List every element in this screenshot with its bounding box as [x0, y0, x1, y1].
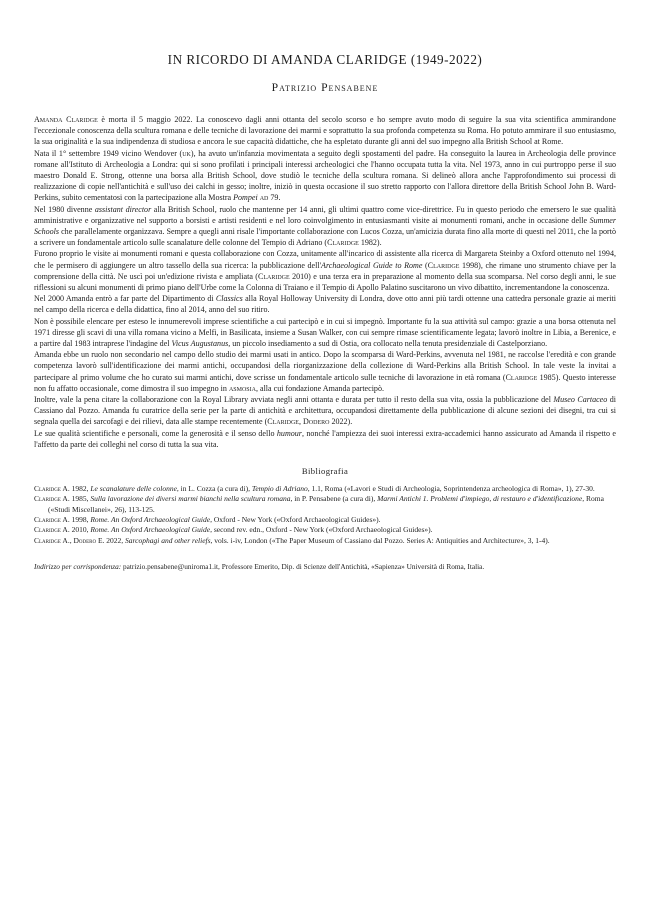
author-name: Patrizio Pensabene [271, 81, 379, 94]
article-title: IN RICORDO DI AMANDA CLARIDGE (1949-2022) [167, 52, 483, 67]
address-label: Indirizzo per corrispondenza: [34, 561, 122, 571]
paragraph: Furono proprio le visite ai monumenti romani e questa collaborazione con Cozza, unitamente all'incarico di assistente alla ricerca di Margareta Steinby a Oxford ottenuto nel 1994, che le permisero di aggiungere un altro tassello della sua ricerca: la pubblicazione dell'Archaeological Guide to Rome (Claridge 1998), che rimane uno strumento chiave per la comprensione della città. Ne uscì poi un'edizione rivista e ampliata (Claridge 2010) e una terza era in preparazione al momento della sua scomparsa. Nel corso degli anni, le sue riflessioni su alcuni monumenti di primo piano dell'Urbe come la Colonna di Traiano e il Tempio di Apollo Palatino suscitarono un vivo dibattito, incrementandone la conoscenza. [34, 249, 616, 293]
paragraph: Inoltre, vale la pena citare la collaborazione con la Royal Library avviata negli anni ottanta e durata per tutto il resto della sua vita, ossia la pubblicazione del Museo Cartaceo di Cassiano dal Pozzo. Amanda fu curatrice della serie per la parte di antichità e architettura, occupandosi direttamente della pubblicazione di alcune sezioni dei disegni, tra cui si segnala quella dei sarcofagi e dei rilievi, data alle stampe recentemente (Claridge, Dodero 2022). [34, 395, 616, 427]
paragraph: Nel 1980 divenne assistant director alla British School, ruolo che mantenne per 14 anni, gli ultimi quattro come vice-direttrice. Fu in questo periodo che emersero le sue qualità amministrative e organizzative nel supporto a borsisti e artisti residenti e nel loro coinvolgimento in entusiasmanti visite ai monumenti romani, anche in occasione delle Summer Schools che parallelamente organizzava. Sempre a quegli anni risale l'importante collaborazione con Lucos Cozza, un'amicizia durata fino alla morte di questi nel 2011, che la portò a scrivere un fondamentale articolo sulle scanalature delle colonne del Tempio di Adriano (Claridge 1982). [34, 204, 616, 248]
paragraph: Le sue qualità scientifiche e personali, come la generosità e il senso dello humour, nonché l'ampiezza dei suoi interessi extra-accademici hanno assicurato ad Amanda il rispetto e l'affetto da parte dei colleghi nel corso di tutta la sua vita. [34, 428, 617, 449]
paragraph: Non è possibile elencare per esteso le innumerevoli imprese scientifiche a cui partecipò e in cui si impegnò. Importante fu la sua attività sul campo: grazie a una borsa ottenuta nel 1971 diresse gli scavi di una villa romana vicino a Melfi, in Basilicata, insieme a Susan Walker, con cui sempre rimase scientificamente legata; lavorò inoltre in Libia, a Berenice, e a partire dal 1983 intraprese l'indagine del Vicus Augustanus, un piccolo insediamento a sud di Ostia, ora collocato nella tenuta presidenziale di Castelporziano. [34, 316, 616, 349]
paragraph: Amanda Claridge è morta il 5 maggio 2022. La conoscevo dagli anni ottanta del secolo scorso e ho sempre avuto modo di seguire la sua vita scientifica ammirandone l'eccezionale conoscenza della scultura romana e delle tecniche di lavorazione dei marmi e soprattutto la sua profonda competenza su Roma. Ho potuto ammirare il suo entusiasmo, la sua originalità e la sua indipendenza di studiosa e ancora le sue capacità didattiche, che ha espletato durante gli anni del suo impegno alla British School at Rome. [34, 115, 617, 147]
bibliography-entry: Claridge A. 1998, Rome. An Oxford Archaeological Guide, Oxford - New York («Oxford Archaeological Guides»). [34, 514, 381, 524]
bibliography-entry: Claridge A., Dodero E. 2022, Sarcophagi and other reliefs, vols. i-iv, London («The Paper Museum of Cassiano dal Pozzo. Series A: Antiquities and Architecture», 3, 1-4). [34, 535, 550, 545]
article-body [34, 114, 616, 450]
bibliography-entry: Claridge A. 1985, Sulla lavorazione dei diversi marmi bianchi nella scultura romana, in P. Pensabene (a cura di), Marmi Antichi 1. Problemi d'impiego, di restauro e d'identificazione, Roma («Studi Miscellanei», 26), 113-125. [34, 494, 604, 514]
paragraph: Amanda ebbe un ruolo non secondario nel campo dello studio dei marmi usati in antico. Dopo la scomparsa di Ward-Perkins, avvenuta nel 1981, ne raccolse l'eredità e con grande competenza lavorò sull'identificazione dei marmi antichi, occupandosi della riorganizzazione della collezione di Ward-Perkins alla British School. In tale veste la invitai a partecipare al primo volume che ho curato sui marmi antichi, dove scrisse un fondamentale articolo sulle tecniche di lavorazione in età romana (Claridge 1985). Questo interesse non fu affatto occasionale, come dimostra il suo impegno in asmosia, alla cui fondazione Amanda partecipò. [34, 350, 616, 393]
bibliography-entry: Claridge A. 1982, Le scanalature delle colonne, in L. Cozza (a cura di), Tempio di Adriano, 1.1, Roma («Lavori e Studi di Archeologia, Soprintendenza archeologica di Roma», 1), 27-30. [34, 484, 595, 494]
bibliography-entry: Claridge A. 2010, Rome. An Oxford Archaeological Guide, second rev. edn., Oxford - New York («Oxford Archaeological Guides»). [34, 525, 433, 535]
paragraph: Nata il 1° settembre 1949 vicino Wendover (uk), ha avuto un'infanzia movimentata a seguito degli spostamenti del padre. Ha conseguito la laurea in Archeologia delle province romane all'Istituto di Archeologia a Londra: qui si sono profilati i principali interessi archeologici che l'hanno occupata tutta la vita. Nel 1973, anno in cui purtroppo perse il suo maestro Donald E. Strong, ottenne una borsa alla British School, dove studiò le tecniche della scultura romana. Si delineò allora anche l'approfondimento sui processi di realizzazione di copie nell'antichità e sull'uso dei calchi in gesso; inoltre, iniziò in questa occasione il suo stretto rapporto con l'allora direttore della British School John B. Ward-Perkins, subito cementatosi con la partecipazione alla Mostra Pompei ad 79. [34, 148, 616, 203]
paragraph: Nel 2000 Amanda entrò a far parte del Dipartimento di Classics alla Royal Holloway University di Londra, dove otto anni più tardi ottenne una cattedra personale grazie ai meriti nel campo della ricerca e della didattica, fino al 2014, anno del suo ritiro. [34, 294, 616, 315]
bibliography-list [34, 484, 616, 546]
address-text: patrizio.pensabene@uniroma1.it, Professore Emerito, Dip. di Scienze dell'Antichità, «Sapienza» Università di Roma, Italia. [121, 561, 485, 571]
bibliography-heading: Bibliografia [301, 466, 349, 477]
correspondence-address [34, 562, 616, 572]
